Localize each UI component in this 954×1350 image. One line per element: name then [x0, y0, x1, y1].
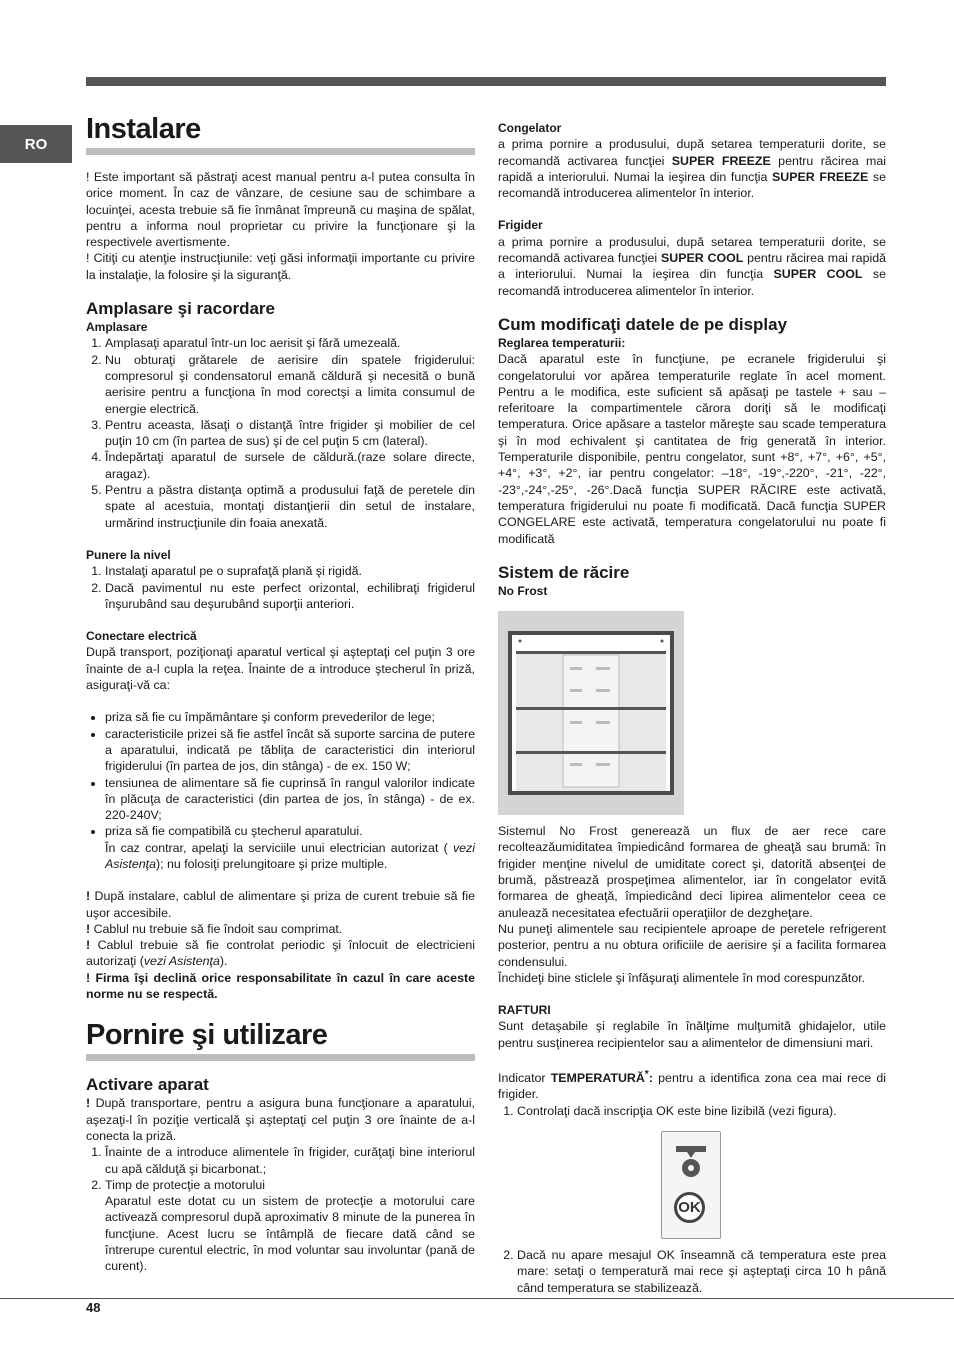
nofrost-paragraph-2: Nu puneţi alimentele sau recipientele aproape de peretele refrigerent posterior, pentru a nu obtura orificiile de aerisire şi a facilita formarea condensului. — [498, 921, 886, 969]
rafturi-paragraph: Sunt detaşabile şi reglabile în înălţime mulţumită ghidajelor, utile pentru susţinerea recipientelor sau a alimentelor de dimensiuni mari. — [498, 1019, 886, 1050]
list-item: 2. Timp de protecţie a motorului Aparatul este dotat cu un sistem de protecţie a motorului care activează compresorul după aproximativ 8 minute de la punerea în funcţiune. Acest lucru se întâmplă de fiecare dată când se întrerupe curentul electric, în mod voluntar sau involuntar (pană de curent). — [105, 1177, 475, 1275]
heading-reglarea: Reglarea temperaturii: — [498, 335, 626, 350]
punere-list — [86, 563, 475, 612]
reglarea-paragraph: Dacă aparatul este în funcţiune, pe ecranele frigiderului şi congelatorului vor apărea temperaturile reglate în acel moment. Pentru a le modifica, este suficient să apăsaţi pe tastele + sau – referitoare la compartimentele cărora doriţi să le modificaţi temperatura. Orice apăsare a tastelor măreşte sau scade temperatura şi în mod echivalent şi cantitatea de frig generată în interior. Temperaturile disponibile, pentru congelator, sunt +8°, +7°, +6°, +5°, +4°, +3°, +2°, iar pentru congelator: –18°, -19°,-220°, -21°, -22°, -23°,-24°,-25°, -26°.Dacă funcţia SUPER RĂCIRE este activată, temperatura frigiderului nu poate fi modificată. Dacă funcţia SUPER CONGELARE este activată, temperatura congelatorului nu poate fi modificată — [498, 352, 886, 546]
list-item: • caracteristicile prizei să fie astfel încât să suporte sarcina de putere a aparatului, indicată pe tăbliţa de caracteristici din interiorul frigiderului (în partea de jos, din stânga) - de ex. 150 W; — [105, 726, 475, 775]
indicator-list-1 — [498, 1103, 886, 1119]
list-item: 2. Dacă nu apare mesajul OK înseamnă că temperatura este prea mare: setaţi o temperatură mai rece şi aşteptaţi circa 10 h până când temperatura se stabilizează. — [517, 1247, 886, 1296]
warning-3: ! Cablul trebuie să fie controlat periodic şi înlocuit de electricieni autorizaţi (vezi Asistenţa). — [86, 938, 476, 969]
heading-amplasare-racordare: Amplasare şi racordare — [86, 299, 275, 319]
warning-4: ! Firma îşi declină orice responsabilitate în cazul în care aceste norme nu se respectă. — [86, 970, 475, 1002]
list-item: 4. Îndepărtaţi aparatul de sursele de căldură.(raze solare directe, aragaz). — [105, 449, 475, 482]
top-rule — [86, 77, 886, 86]
list-item: 1. Amplasaţi aparatul într-un loc aerisit şi fără umezeală. — [105, 335, 475, 351]
list-item: 3. Pentru aceasta, lăsaţi o distanţă între frigider şi mobilier de cel puţin 10 cm (în partea de sus) şi de cel puţin 5 cm (lateral). — [105, 417, 475, 450]
heading-rafturi: RAFTURI — [498, 1003, 551, 1018]
heading-conectare-electrica: Conectare electrică — [86, 629, 197, 644]
indicator-list-2 — [498, 1247, 886, 1296]
list-item: 2. Nu obturaţi grătarele de aerisire din spatele frigiderului: compresorul şi condensatorul emană căldură şi necesită o bună aerisire pentru a funcţiona în mod corectşi a limita consumul de energie electrică. — [105, 352, 475, 417]
warning-2: ! Cablul nu trebuie să fie îndoit sau comprimat. — [86, 921, 343, 936]
intro-paragraph-1: ! Este important să păstraţi acest manual pentru a-l putea consulta în orice moment. În caz de vânzare, de cesiune sau de schimbare a locuinţei, acesta trebuie să fie înmânat împreună cu maşina de spălat, pentru a informa noul proprietar cu privire la funcţionare şi la respectivele avertismente. — [86, 170, 475, 250]
list-item: • priza să fie cu împământare şi conform prevederilor de lege; — [105, 709, 475, 725]
right-column — [498, 120, 886, 1296]
heading-amplasare: Amplasare — [86, 320, 148, 335]
frigider-paragraph: a prima pornire a produsului, după setarea temperaturii dorite, se recomandă activarea funcţiei SUPER COOL pentru răcirea mai rapidă a interiorului. Numai la ieşirea din funcţia SUPER COOL se recomandă introducerea alimentelor în interior. — [498, 234, 886, 298]
heading-punere-la-nivel: Punere la nivel — [86, 547, 171, 562]
amplasare-list — [86, 335, 475, 531]
list-item: 1. Controlaţi dacă inscripţia OK este bine lizibilă (vezi figura). — [517, 1103, 886, 1119]
conectare-contrar: În caz contrar, apelaţi la serviciile unui electrician autorizat ( vezi Asistenţa); nu folosiţi prelungitoare şi prize multiple. — [105, 840, 475, 871]
intro-paragraph-2: ! Citiţi cu atenţie instrucţiunile: veţi găsi informaţii importante cu privire la instalaţie, la folosire şi la siguranţă. — [86, 251, 475, 282]
heading-no-frost: No Frost — [498, 583, 548, 598]
list-item: 2. Dacă pavimentul nu este perfect orizontal, echilibraţi frigiderul înşurubând sau deşurubând suporţii anteriori. — [105, 580, 475, 613]
language-tab: RO — [0, 125, 72, 163]
conectare-bullets — [86, 709, 475, 872]
heading-activare-aparat: Activare aparat — [86, 1075, 209, 1095]
list-item: • tensiunea de alimentare să fie cuprinsă în rangul valorilor indicate în plăcuţa de caracteristici (din partea de jos, în stânga) - de ex. 220-240V; — [105, 775, 475, 824]
conectare-paragraph: După transport, poziţionaţi aparatul vertical şi aşteptaţi cel puţin 3 ore înainte de a-l cupla la reţea. Înainte de a introduce ştecherul în priză, asiguraţi-vă ca: — [86, 645, 475, 693]
section-title-pornire: Pornire şi utilizare — [86, 1018, 475, 1061]
heading-display: Cum modificaţi datele de pe display — [498, 314, 788, 334]
indicator-paragraph: Indicator TEMPERATURĂ*: pentru a identifica zona cea mai rece di frigider. — [498, 1068, 886, 1102]
list-item: 1. Înainte de a introduce alimentele în frigider, curăţaţi bine interiorul cu apă călduţă şi bicarbonat.; — [105, 1144, 475, 1177]
temperature-indicator-illustration — [661, 1131, 721, 1239]
page-number: 48 — [86, 1300, 101, 1315]
warning-1: ! După instalare, cablul de alimentare şi priza de curent trebuie să fie uşor accesibile. — [86, 889, 475, 920]
list-item: • priza să fie compatibilă cu ştecherul aparatului. În caz contrar, apelaţi la serviciile unui electrician autorizat ( vezi Asistenţa); nu folosiţi prelungitoare şi prize multiple. — [105, 823, 475, 872]
heading-congelator: Congelator — [498, 121, 562, 135]
heading-sistem-racire: Sistem de răcire — [498, 562, 630, 582]
fridge-illustration — [498, 611, 684, 815]
ok-indicator: OK — [674, 1192, 705, 1223]
activare-paragraph: ! După transportare, pentru a asigura buna funcţionare a aparatului, aşezaţi-l în poziţie verticală şi aşteptaţi cel puţin 3 ore înainte de a-l conecta la priză. — [86, 1096, 475, 1143]
list-item: 5. Pentru a păstra distanţa optimă a produsului faţă de peretele din spate al acestuia, montaţi distanţierii din setul de instalare, urmărind instrucţiunile din foaia anexată. — [105, 482, 475, 531]
nofrost-paragraph-1: Sistemul No Frost generează un flux de aer rece care recolteazăumiditatea împiedicând formarea de gheaţă sau brumă: în frigider menţine nivelul de umiditate corect şi, datorită absenţei de brumă, păstrează prospeţimea alimentelor, iar în congelator evită formarea de gheaţă, împiedicând deci lipirea alimentelor ceea ce anulează necesitatea efectuării operaţiilor de dezgheţare. — [498, 824, 886, 920]
footer-rule — [0, 1298, 954, 1299]
list-item: 1. Instalaţi aparatul pe o suprafaţă plană şi rigidă. — [105, 563, 475, 579]
left-column — [86, 112, 475, 1275]
thermometer-icon — [662, 1132, 720, 1192]
section-title-instalare: Instalare — [86, 112, 475, 155]
activare-list — [86, 1144, 475, 1274]
heading-frigider: Frigider — [498, 218, 543, 233]
congelator-paragraph: a prima pornire a produsului, după setarea temperaturii dorite, se recomandă activarea funcţiei SUPER FREEZE pentru răcirea mai rapidă a interiorului. Numai la ieşirea din funcţia SUPER FREEZE se recomandă introducerea alimentelor în interior. — [498, 137, 886, 201]
nofrost-paragraph-3: Închideţi bine sticlele şi înfăşuraţi alimentele în mod corespunzător. — [498, 970, 866, 985]
